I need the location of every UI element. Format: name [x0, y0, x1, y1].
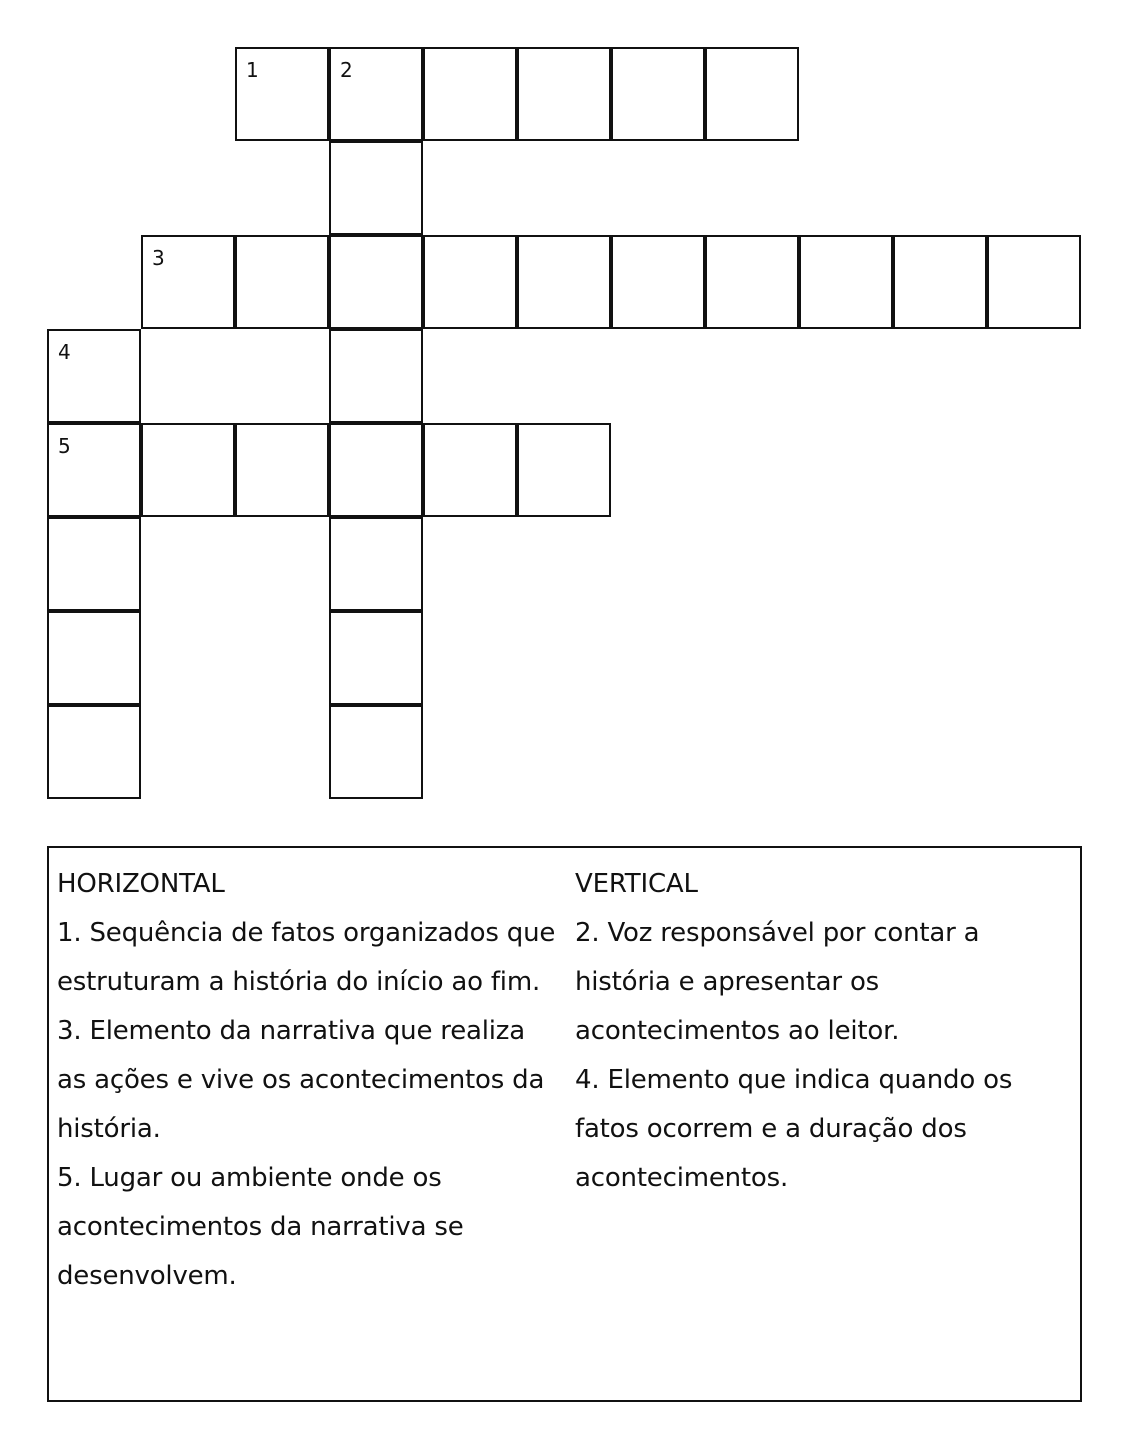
clue-2-down: 2. Voz responsável por contar a história e apresentar os acontecimentos ao leitor.	[575, 918, 980, 1046]
crossword-cell[interactable]	[329, 611, 423, 705]
clue-3-across: 3. Elemento da narrativa que realiza as ações e vive os acontecimentos da história.	[57, 1016, 545, 1144]
crossword-cell[interactable]	[423, 235, 517, 329]
clue-number: 1	[246, 58, 259, 82]
crossword-cell[interactable]	[329, 141, 423, 235]
crossword-cell[interactable]	[329, 423, 423, 517]
crossword-cell[interactable]	[517, 235, 611, 329]
crossword-cell[interactable]	[611, 47, 705, 141]
clue-1-across: 1. Sequência de fatos organizados que estruturam a história do início ao fim.	[57, 918, 556, 997]
crossword-cell[interactable]	[235, 423, 329, 517]
crossword-cell-1[interactable]	[235, 47, 329, 141]
crossword-cell[interactable]	[329, 235, 423, 329]
clue-number: 5	[58, 434, 71, 458]
crossword-cell-3[interactable]	[141, 235, 235, 329]
crossword-cell[interactable]	[799, 235, 893, 329]
clue-5-across: 5. Lugar ou ambiente onde os acontecimentos da narrativa se desenvolvem.	[57, 1163, 464, 1291]
crossword-cell[interactable]	[423, 423, 517, 517]
crossword-cell[interactable]	[47, 517, 141, 611]
crossword-cell[interactable]	[893, 235, 987, 329]
crossword-cell[interactable]	[329, 517, 423, 611]
crossword-cell[interactable]	[611, 235, 705, 329]
crossword-cell[interactable]	[517, 47, 611, 141]
crossword-cell[interactable]	[987, 235, 1081, 329]
crossword-cell[interactable]	[141, 423, 235, 517]
crossword-cell[interactable]	[705, 47, 799, 141]
crossword-cell-4[interactable]	[47, 329, 141, 423]
clue-4-down: 4. Elemento que indica quando os fatos ocorrem e a duração dos acontecimentos.	[575, 1065, 1013, 1193]
crossword-cell[interactable]	[329, 705, 423, 799]
crossword-cell[interactable]	[517, 423, 611, 517]
vertical-heading: VERTICAL	[575, 869, 698, 899]
crossword-cell[interactable]	[47, 705, 141, 799]
vertical-clues	[575, 860, 1075, 1203]
crossword-cell[interactable]	[705, 235, 799, 329]
crossword-cell-5[interactable]	[47, 423, 141, 517]
clue-number: 3	[152, 246, 165, 270]
clue-number: 2	[340, 58, 353, 82]
crossword-cell-2[interactable]	[329, 47, 423, 141]
crossword-cell[interactable]	[47, 611, 141, 705]
clue-number: 4	[58, 340, 71, 364]
horizontal-clues	[57, 860, 562, 1301]
horizontal-heading: HORIZONTAL	[57, 869, 225, 899]
crossword-cell[interactable]	[235, 235, 329, 329]
crossword-cell[interactable]	[423, 47, 517, 141]
clues-box	[47, 846, 1082, 1402]
crossword-cell[interactable]	[329, 329, 423, 423]
